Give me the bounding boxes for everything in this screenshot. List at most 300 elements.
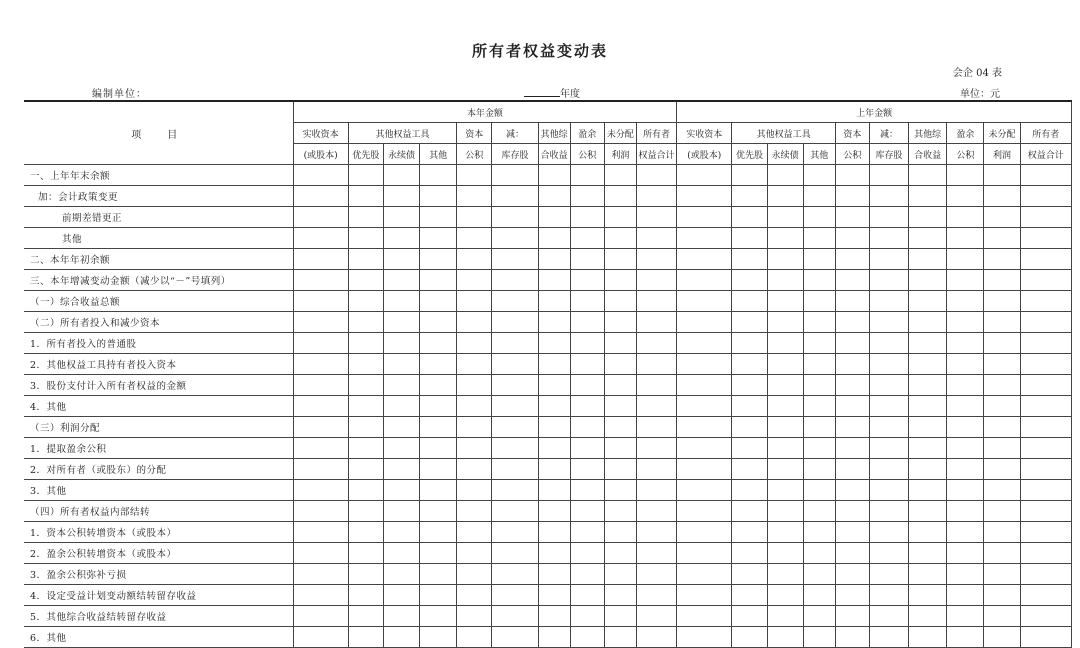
amount-cell[interactable] [835,249,869,270]
amount-cell[interactable] [348,585,383,606]
amount-cell[interactable] [420,564,457,585]
amount-cell[interactable] [383,480,419,501]
amount-cell[interactable] [909,627,947,648]
amount-cell[interactable] [947,270,984,291]
amount-cell[interactable] [293,186,348,207]
amount-cell[interactable] [293,291,348,312]
amount-cell[interactable] [677,606,732,627]
amount-cell[interactable] [803,228,835,249]
amount-cell[interactable] [869,312,908,333]
amount-cell[interactable] [348,354,383,375]
amount-cell[interactable] [420,480,457,501]
amount-cell[interactable] [869,270,908,291]
amount-cell[interactable] [492,438,538,459]
amount-cell[interactable] [909,354,947,375]
amount-cell[interactable] [732,564,767,585]
amount-cell[interactable] [420,333,457,354]
amount-cell[interactable] [348,417,383,438]
amount-cell[interactable] [457,291,492,312]
amount-cell[interactable] [604,333,636,354]
amount-cell[interactable] [293,522,348,543]
amount-cell[interactable] [420,291,457,312]
amount-cell[interactable] [636,270,676,291]
amount-cell[interactable] [383,417,419,438]
amount-cell[interactable] [636,585,676,606]
amount-cell[interactable] [1020,480,1071,501]
amount-cell[interactable] [348,186,383,207]
amount-cell[interactable] [1020,564,1071,585]
amount-cell[interactable] [420,501,457,522]
amount-cell[interactable] [677,333,732,354]
amount-cell[interactable] [492,627,538,648]
amount-cell[interactable] [492,375,538,396]
amount-cell[interactable] [383,396,419,417]
amount-cell[interactable] [767,585,803,606]
amount-cell[interactable] [604,354,636,375]
amount-cell[interactable] [604,417,636,438]
amount-cell[interactable] [984,564,1020,585]
amount-cell[interactable] [538,375,570,396]
amount-cell[interactable] [803,543,835,564]
amount-cell[interactable] [947,396,984,417]
amount-cell[interactable] [383,459,419,480]
amount-cell[interactable] [420,354,457,375]
amount-cell[interactable] [677,375,732,396]
amount-cell[interactable] [457,354,492,375]
amount-cell[interactable] [604,543,636,564]
amount-cell[interactable] [803,186,835,207]
amount-cell[interactable] [293,165,348,186]
amount-cell[interactable] [636,627,676,648]
amount-cell[interactable] [348,606,383,627]
amount-cell[interactable] [947,312,984,333]
amount-cell[interactable] [767,270,803,291]
amount-cell[interactable] [636,333,676,354]
amount-cell[interactable] [732,375,767,396]
amount-cell[interactable] [348,291,383,312]
amount-cell[interactable] [835,438,869,459]
amount-cell[interactable] [570,417,604,438]
amount-cell[interactable] [348,165,383,186]
amount-cell[interactable] [869,606,908,627]
amount-cell[interactable] [383,522,419,543]
amount-cell[interactable] [492,354,538,375]
amount-cell[interactable] [869,585,908,606]
amount-cell[interactable] [909,312,947,333]
amount-cell[interactable] [492,606,538,627]
amount-cell[interactable] [984,417,1020,438]
amount-cell[interactable] [803,270,835,291]
amount-cell[interactable] [732,228,767,249]
amount-cell[interactable] [538,417,570,438]
amount-cell[interactable] [604,564,636,585]
amount-cell[interactable] [604,186,636,207]
amount-cell[interactable] [457,417,492,438]
amount-cell[interactable] [636,417,676,438]
amount-cell[interactable] [604,228,636,249]
amount-cell[interactable] [767,207,803,228]
amount-cell[interactable] [570,585,604,606]
amount-cell[interactable] [348,522,383,543]
amount-cell[interactable] [835,186,869,207]
amount-cell[interactable] [570,249,604,270]
amount-cell[interactable] [457,627,492,648]
amount-cell[interactable] [420,249,457,270]
amount-cell[interactable] [457,186,492,207]
amount-cell[interactable] [677,270,732,291]
amount-cell[interactable] [909,375,947,396]
amount-cell[interactable] [869,480,908,501]
amount-cell[interactable] [947,627,984,648]
amount-cell[interactable] [947,228,984,249]
amount-cell[interactable] [909,417,947,438]
amount-cell[interactable] [835,543,869,564]
amount-cell[interactable] [457,396,492,417]
amount-cell[interactable] [767,417,803,438]
amount-cell[interactable] [636,438,676,459]
amount-cell[interactable] [835,564,869,585]
amount-cell[interactable] [636,459,676,480]
amount-cell[interactable] [984,480,1020,501]
amount-cell[interactable] [909,438,947,459]
amount-cell[interactable] [947,186,984,207]
amount-cell[interactable] [984,270,1020,291]
amount-cell[interactable] [677,543,732,564]
amount-cell[interactable] [984,522,1020,543]
amount-cell[interactable] [835,627,869,648]
amount-cell[interactable] [835,459,869,480]
amount-cell[interactable] [984,438,1020,459]
amount-cell[interactable] [732,312,767,333]
amount-cell[interactable] [984,585,1020,606]
amount-cell[interactable] [1020,606,1071,627]
amount-cell[interactable] [383,375,419,396]
amount-cell[interactable] [984,165,1020,186]
amount-cell[interactable] [492,522,538,543]
amount-cell[interactable] [947,438,984,459]
amount-cell[interactable] [767,480,803,501]
amount-cell[interactable] [984,249,1020,270]
amount-cell[interactable] [1020,627,1071,648]
amount-cell[interactable] [869,333,908,354]
amount-cell[interactable] [538,333,570,354]
amount-cell[interactable] [457,501,492,522]
amount-cell[interactable] [348,543,383,564]
amount-cell[interactable] [677,438,732,459]
amount-cell[interactable] [909,333,947,354]
amount-cell[interactable] [293,249,348,270]
amount-cell[interactable] [570,396,604,417]
amount-cell[interactable] [1020,165,1071,186]
amount-cell[interactable] [677,459,732,480]
amount-cell[interactable] [732,333,767,354]
amount-cell[interactable] [293,585,348,606]
amount-cell[interactable] [767,291,803,312]
amount-cell[interactable] [984,207,1020,228]
amount-cell[interactable] [383,291,419,312]
amount-cell[interactable] [909,585,947,606]
amount-cell[interactable] [457,375,492,396]
amount-cell[interactable] [538,291,570,312]
amount-cell[interactable] [1020,270,1071,291]
amount-cell[interactable] [492,165,538,186]
amount-cell[interactable] [420,375,457,396]
amount-cell[interactable] [732,627,767,648]
amount-cell[interactable] [492,333,538,354]
amount-cell[interactable] [604,291,636,312]
amount-cell[interactable] [869,249,908,270]
amount-cell[interactable] [767,354,803,375]
amount-cell[interactable] [538,564,570,585]
amount-cell[interactable] [803,480,835,501]
amount-cell[interactable] [767,186,803,207]
amount-cell[interactable] [984,228,1020,249]
amount-cell[interactable] [909,480,947,501]
amount-cell[interactable] [604,501,636,522]
amount-cell[interactable] [947,165,984,186]
amount-cell[interactable] [293,543,348,564]
amount-cell[interactable] [767,228,803,249]
amount-cell[interactable] [383,165,419,186]
amount-cell[interactable] [492,543,538,564]
amount-cell[interactable] [1020,585,1071,606]
amount-cell[interactable] [457,543,492,564]
amount-cell[interactable] [293,480,348,501]
amount-cell[interactable] [492,291,538,312]
amount-cell[interactable] [457,438,492,459]
amount-cell[interactable] [1020,291,1071,312]
amount-cell[interactable] [604,396,636,417]
amount-cell[interactable] [492,417,538,438]
amount-cell[interactable] [767,564,803,585]
amount-cell[interactable] [538,522,570,543]
amount-cell[interactable] [420,438,457,459]
amount-cell[interactable] [803,627,835,648]
amount-cell[interactable] [835,417,869,438]
amount-cell[interactable] [803,585,835,606]
amount-cell[interactable] [420,228,457,249]
amount-cell[interactable] [457,459,492,480]
amount-cell[interactable] [636,207,676,228]
amount-cell[interactable] [604,165,636,186]
amount-cell[interactable] [570,228,604,249]
amount-cell[interactable] [293,396,348,417]
amount-cell[interactable] [677,354,732,375]
amount-cell[interactable] [835,354,869,375]
amount-cell[interactable] [636,165,676,186]
amount-cell[interactable] [538,186,570,207]
amount-cell[interactable] [984,186,1020,207]
amount-cell[interactable] [604,207,636,228]
amount-cell[interactable] [1020,522,1071,543]
amount-cell[interactable] [538,606,570,627]
amount-cell[interactable] [570,438,604,459]
amount-cell[interactable] [293,564,348,585]
amount-cell[interactable] [947,459,984,480]
amount-cell[interactable] [420,417,457,438]
amount-cell[interactable] [732,459,767,480]
amount-cell[interactable] [1020,501,1071,522]
amount-cell[interactable] [604,480,636,501]
amount-cell[interactable] [570,354,604,375]
amount-cell[interactable] [604,312,636,333]
amount-cell[interactable] [984,627,1020,648]
amount-cell[interactable] [767,438,803,459]
amount-cell[interactable] [869,543,908,564]
amount-cell[interactable] [570,186,604,207]
amount-cell[interactable] [732,522,767,543]
amount-cell[interactable] [869,165,908,186]
amount-cell[interactable] [869,459,908,480]
amount-cell[interactable] [835,207,869,228]
amount-cell[interactable] [492,396,538,417]
amount-cell[interactable] [835,375,869,396]
amount-cell[interactable] [677,165,732,186]
amount-cell[interactable] [636,543,676,564]
amount-cell[interactable] [570,501,604,522]
amount-cell[interactable] [636,375,676,396]
amount-cell[interactable] [984,375,1020,396]
amount-cell[interactable] [1020,249,1071,270]
amount-cell[interactable] [835,312,869,333]
amount-cell[interactable] [869,564,908,585]
amount-cell[interactable] [570,522,604,543]
amount-cell[interactable] [984,333,1020,354]
amount-cell[interactable] [383,249,419,270]
amount-cell[interactable] [835,480,869,501]
amount-cell[interactable] [869,501,908,522]
amount-cell[interactable] [947,501,984,522]
amount-cell[interactable] [803,606,835,627]
amount-cell[interactable] [677,228,732,249]
amount-cell[interactable] [909,270,947,291]
amount-cell[interactable] [835,270,869,291]
amount-cell[interactable] [383,564,419,585]
amount-cell[interactable] [947,564,984,585]
amount-cell[interactable] [767,606,803,627]
amount-cell[interactable] [909,228,947,249]
amount-cell[interactable] [293,606,348,627]
amount-cell[interactable] [835,585,869,606]
amount-cell[interactable] [420,522,457,543]
amount-cell[interactable] [383,228,419,249]
amount-cell[interactable] [492,312,538,333]
amount-cell[interactable] [869,354,908,375]
amount-cell[interactable] [909,564,947,585]
amount-cell[interactable] [984,396,1020,417]
amount-cell[interactable] [293,627,348,648]
amount-cell[interactable] [383,501,419,522]
amount-cell[interactable] [457,564,492,585]
amount-cell[interactable] [732,270,767,291]
amount-cell[interactable] [909,207,947,228]
amount-cell[interactable] [538,312,570,333]
amount-cell[interactable] [636,522,676,543]
amount-cell[interactable] [604,375,636,396]
amount-cell[interactable] [803,396,835,417]
amount-cell[interactable] [538,480,570,501]
amount-cell[interactable] [293,228,348,249]
amount-cell[interactable] [293,354,348,375]
amount-cell[interactable] [984,606,1020,627]
amount-cell[interactable] [420,186,457,207]
amount-cell[interactable] [803,249,835,270]
amount-cell[interactable] [1020,207,1071,228]
amount-cell[interactable] [1020,459,1071,480]
amount-cell[interactable] [538,354,570,375]
amount-cell[interactable] [732,606,767,627]
amount-cell[interactable] [538,459,570,480]
amount-cell[interactable] [677,396,732,417]
amount-cell[interactable] [570,270,604,291]
amount-cell[interactable] [732,207,767,228]
amount-cell[interactable] [767,333,803,354]
amount-cell[interactable] [767,312,803,333]
amount-cell[interactable] [909,459,947,480]
amount-cell[interactable] [947,249,984,270]
amount-cell[interactable] [1020,333,1071,354]
amount-cell[interactable] [677,585,732,606]
amount-cell[interactable] [348,270,383,291]
amount-cell[interactable] [909,501,947,522]
amount-cell[interactable] [732,543,767,564]
amount-cell[interactable] [1020,417,1071,438]
amount-cell[interactable] [420,396,457,417]
amount-cell[interactable] [293,438,348,459]
amount-cell[interactable] [492,459,538,480]
amount-cell[interactable] [293,501,348,522]
amount-cell[interactable] [348,228,383,249]
amount-cell[interactable] [677,501,732,522]
amount-cell[interactable] [732,249,767,270]
amount-cell[interactable] [1020,228,1071,249]
amount-cell[interactable] [457,585,492,606]
amount-cell[interactable] [803,522,835,543]
amount-cell[interactable] [293,417,348,438]
amount-cell[interactable] [457,480,492,501]
amount-cell[interactable] [570,627,604,648]
amount-cell[interactable] [677,291,732,312]
amount-cell[interactable] [538,270,570,291]
amount-cell[interactable] [869,291,908,312]
amount-cell[interactable] [604,249,636,270]
amount-cell[interactable] [293,207,348,228]
amount-cell[interactable] [803,207,835,228]
amount-cell[interactable] [348,480,383,501]
amount-cell[interactable] [636,312,676,333]
amount-cell[interactable] [538,627,570,648]
amount-cell[interactable] [457,270,492,291]
amount-cell[interactable] [909,165,947,186]
amount-cell[interactable] [293,270,348,291]
amount-cell[interactable] [732,165,767,186]
amount-cell[interactable] [835,291,869,312]
amount-cell[interactable] [732,480,767,501]
amount-cell[interactable] [835,333,869,354]
amount-cell[interactable] [457,312,492,333]
amount-cell[interactable] [383,207,419,228]
amount-cell[interactable] [767,501,803,522]
amount-cell[interactable] [803,564,835,585]
amount-cell[interactable] [636,564,676,585]
amount-cell[interactable] [909,249,947,270]
amount-cell[interactable] [732,291,767,312]
amount-cell[interactable] [767,459,803,480]
amount-cell[interactable] [732,354,767,375]
amount-cell[interactable] [835,165,869,186]
amount-cell[interactable] [803,375,835,396]
amount-cell[interactable] [732,417,767,438]
